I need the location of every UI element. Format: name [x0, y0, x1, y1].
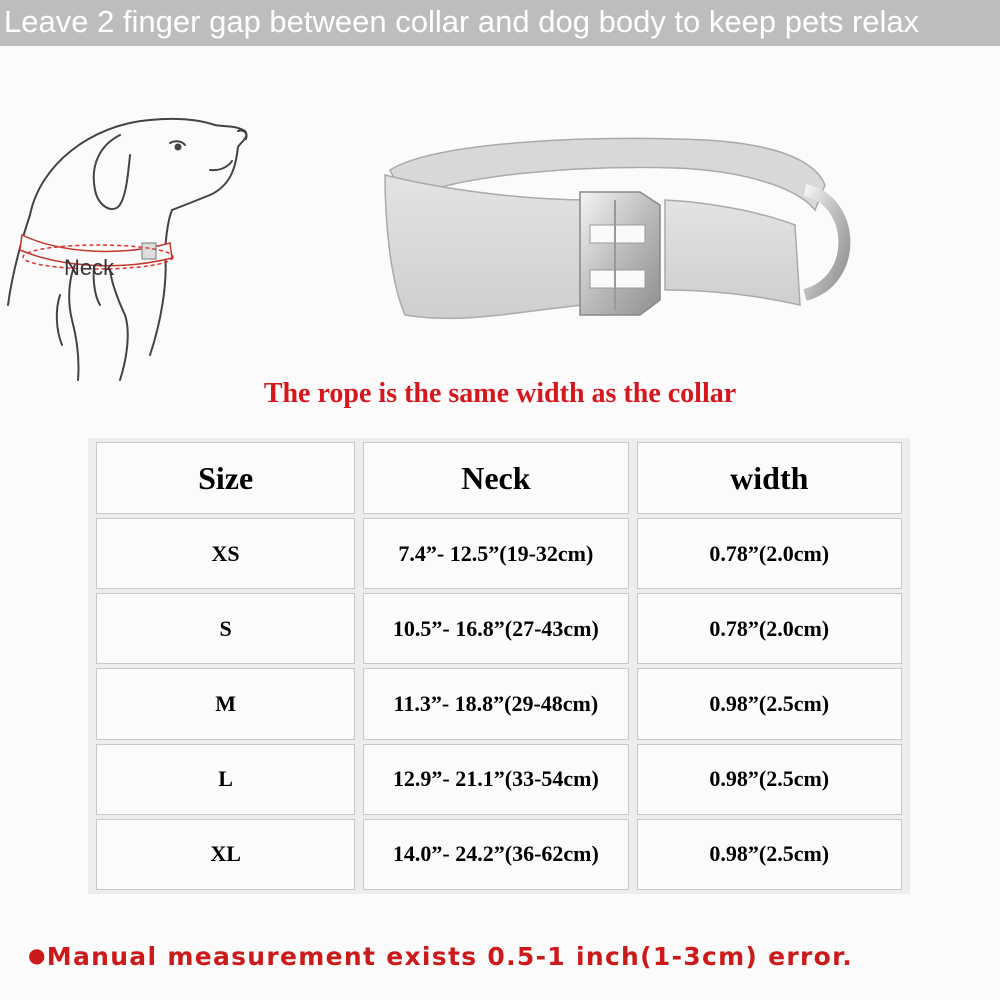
header-width: width: [637, 442, 902, 514]
table-row: [96, 518, 902, 589]
table-row: [96, 668, 902, 739]
cell-neck: 14.0”- 24.2”(36-62cm): [363, 819, 628, 890]
size-chart-table: [88, 438, 910, 894]
neck-label: Neck: [64, 255, 115, 280]
cell-width: 0.98”(2.5cm): [637, 819, 902, 890]
cell-size: XS: [96, 518, 355, 589]
banner-text: Leave 2 finger gap between collar and dog body to keep pets relax: [4, 4, 920, 39]
header-neck: Neck: [363, 442, 628, 514]
header-size: Size: [96, 442, 355, 514]
cell-width: 0.78”(2.0cm): [637, 518, 902, 589]
dog-illustration: [0, 95, 290, 395]
cell-size: M: [96, 668, 355, 739]
cell-size: S: [96, 593, 355, 664]
footer-text: Manual measurement exists 0.5-1 inch(1-3cm) error.: [46, 942, 854, 971]
cell-neck: 7.4”- 12.5”(19-32cm): [363, 518, 628, 589]
bullet-icon: ●: [28, 943, 47, 967]
cell-width: 0.78”(2.0cm): [637, 593, 902, 664]
top-banner: [0, 0, 1000, 46]
collar-image: [375, 130, 875, 340]
table-row: [96, 744, 902, 815]
table-header-row: [96, 442, 902, 514]
cell-neck: 12.9”- 21.1”(33-54cm): [363, 744, 628, 815]
cell-width: 0.98”(2.5cm): [637, 744, 902, 815]
table-row: [96, 593, 902, 664]
footer-note: [28, 942, 988, 971]
cell-width: 0.98”(2.5cm): [637, 668, 902, 739]
cell-neck: 11.3”- 18.8”(29-48cm): [363, 668, 628, 739]
cell-size: L: [96, 744, 355, 815]
cell-size: XL: [96, 819, 355, 890]
cell-neck: 10.5”- 16.8”(27-43cm): [363, 593, 628, 664]
subtitle: The rope is the same width as the collar: [263, 378, 737, 409]
table-row: [96, 819, 902, 890]
